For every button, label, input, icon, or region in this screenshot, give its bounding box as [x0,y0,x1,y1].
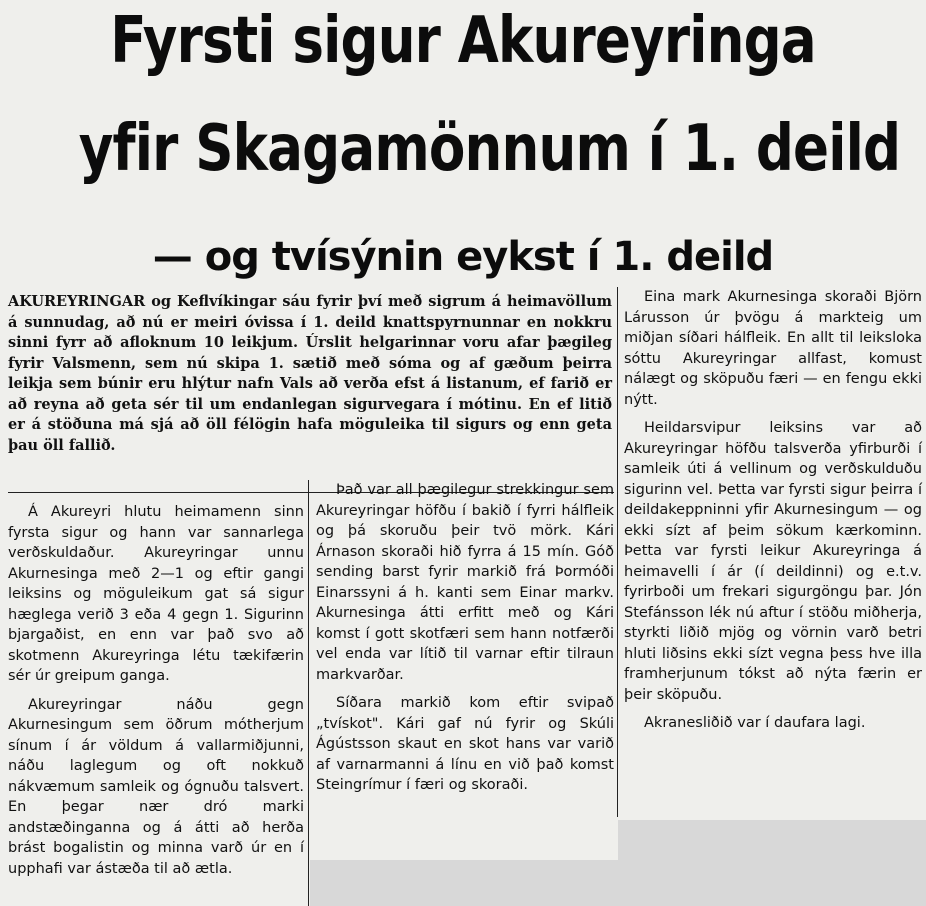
article-column-2 [316,480,614,804]
headline-line-1: Fyrsti sigur Akureyringa [110,4,816,78]
paragraph: Það var all þægilegur strekkingur sem Akureyringar höfðu í bakið í fyrri hálfleik og þá skoruðu þeir tvö mörk. Kári Árnason skoraði hið fyrra á 15 mín. Góð sending barst fyrir markið frá Þormóði Einarssyni á h. kanti sem Einar markv. Akurnesinga átti erfitt með og Kári komst í gott skotfæri sem hann notfærði vel enda var lítið til varnar eftir tilraun markvarðar. [316,482,614,683]
lead-paragraph [8,292,612,456]
paragraph: Akranesliðið var í daufara lagi. [644,715,866,731]
blank-area [310,860,618,906]
paragraph: Eina mark Akurnesinga skoraði Björn Lárusson úr þvögu á markteig um miðjan síðari hálfleik. En allt til leiksloka sóttu Akureyringar allfast, komust nálægt og sköpuðu færi — en fengu ekki nýtt. [624,289,922,408]
column-rule-right [617,287,618,817]
paragraph: Á Akureyri hlutu heimamenn sinn fyrsta sigur og hann var sannarlega verðskuldaður. Akureyringar unnu Akurnesinga með 2—1 og eftir gangi leiksins og möguleikum gat sá sigur hæglega verið 3 eða 4 gegn 1. Sigurinn bjargaðist, en enn var það svo að skotmenn Akureyringa létu tækifærin sér úr greipum ganga. [8,504,304,684]
headline-line-2: yfir Skagamönnum í 1. deild [78,112,901,186]
paragraph: Heildarsvipur leiksins var að Akureyringar höfðu talsverða yfirburði í samleik úti á vellinum og verðskulduðu sigurinn vel. Þetta var fyrsti sigur þeirra í deildakeppninni yfir Akurnesingum — og ekki sízt af þeim sökum kærkominn. Þetta var fyrsti leikur Akureyringa á heimavelli í ár (í deildinni) og e.t.v. fyrirboði um frekari sigurgöngu þar. Jón Stefánsson lék nú aftur í stöðu miðherja, styrkti liðið mjög og vörnin varð betri hluti liðsins ekki sízt vegna þess hve illa framherjunum tókst að nýta færin er þeir sköpuðu. [624,420,922,703]
paragraph: Síðara markið kom eftir svipað „tvískot". Kári gaf nú fyrir og Skúli Ágústsson skaut en skot hans var varið af varnarmanni á línu en við það komst Steingrímur í færi og skoraði. [316,695,614,793]
article-column-3 [624,287,922,742]
blank-area [618,820,926,906]
article-column-1 [8,502,304,887]
subheadline: — og tvísýnin eykst í 1. deild [152,234,774,280]
lead-first-word: AKUREYRINGAR [8,293,146,310]
lead-text: og Keflvíkingar sáu fyrir því með sigrum á heimavöllum á sunnudag, að nú er meiri óvissa í 1. deild knattspyrnunnar en nokkru sinni fyrr að afloknum 10 leikjum. Úrslit helgarinnar voru afar þægileg fyrir Valsmenn, sem nú skipa 1. sætið með sóma og af gæðum þeirra leikja sem búnir eru hlýtur nafn Vals að verða efst á listanum, ef farið er að reyna að geta sér til um endanlegan sigurvegara í mótinu. En ef litið er á stöðuna má sjá að öll félögin hafa möguleika til sigurs og enn geta þau öll fallið. [8,293,612,454]
column-rule-left [308,480,309,906]
paragraph: Akureyringar náðu gegn Akurnesingum sem öðrum mótherjum sínum í ár völdum á vallarmiðjunni, náðu laglegum og oft nokkuð nákvæmum samleik og ógnuðu talsvert. En þegar nær dró marki andstæðinganna og á átti að herða brást bogalistin og minna varð úr en í upphafi var ástæða til að ætla. [8,696,304,877]
